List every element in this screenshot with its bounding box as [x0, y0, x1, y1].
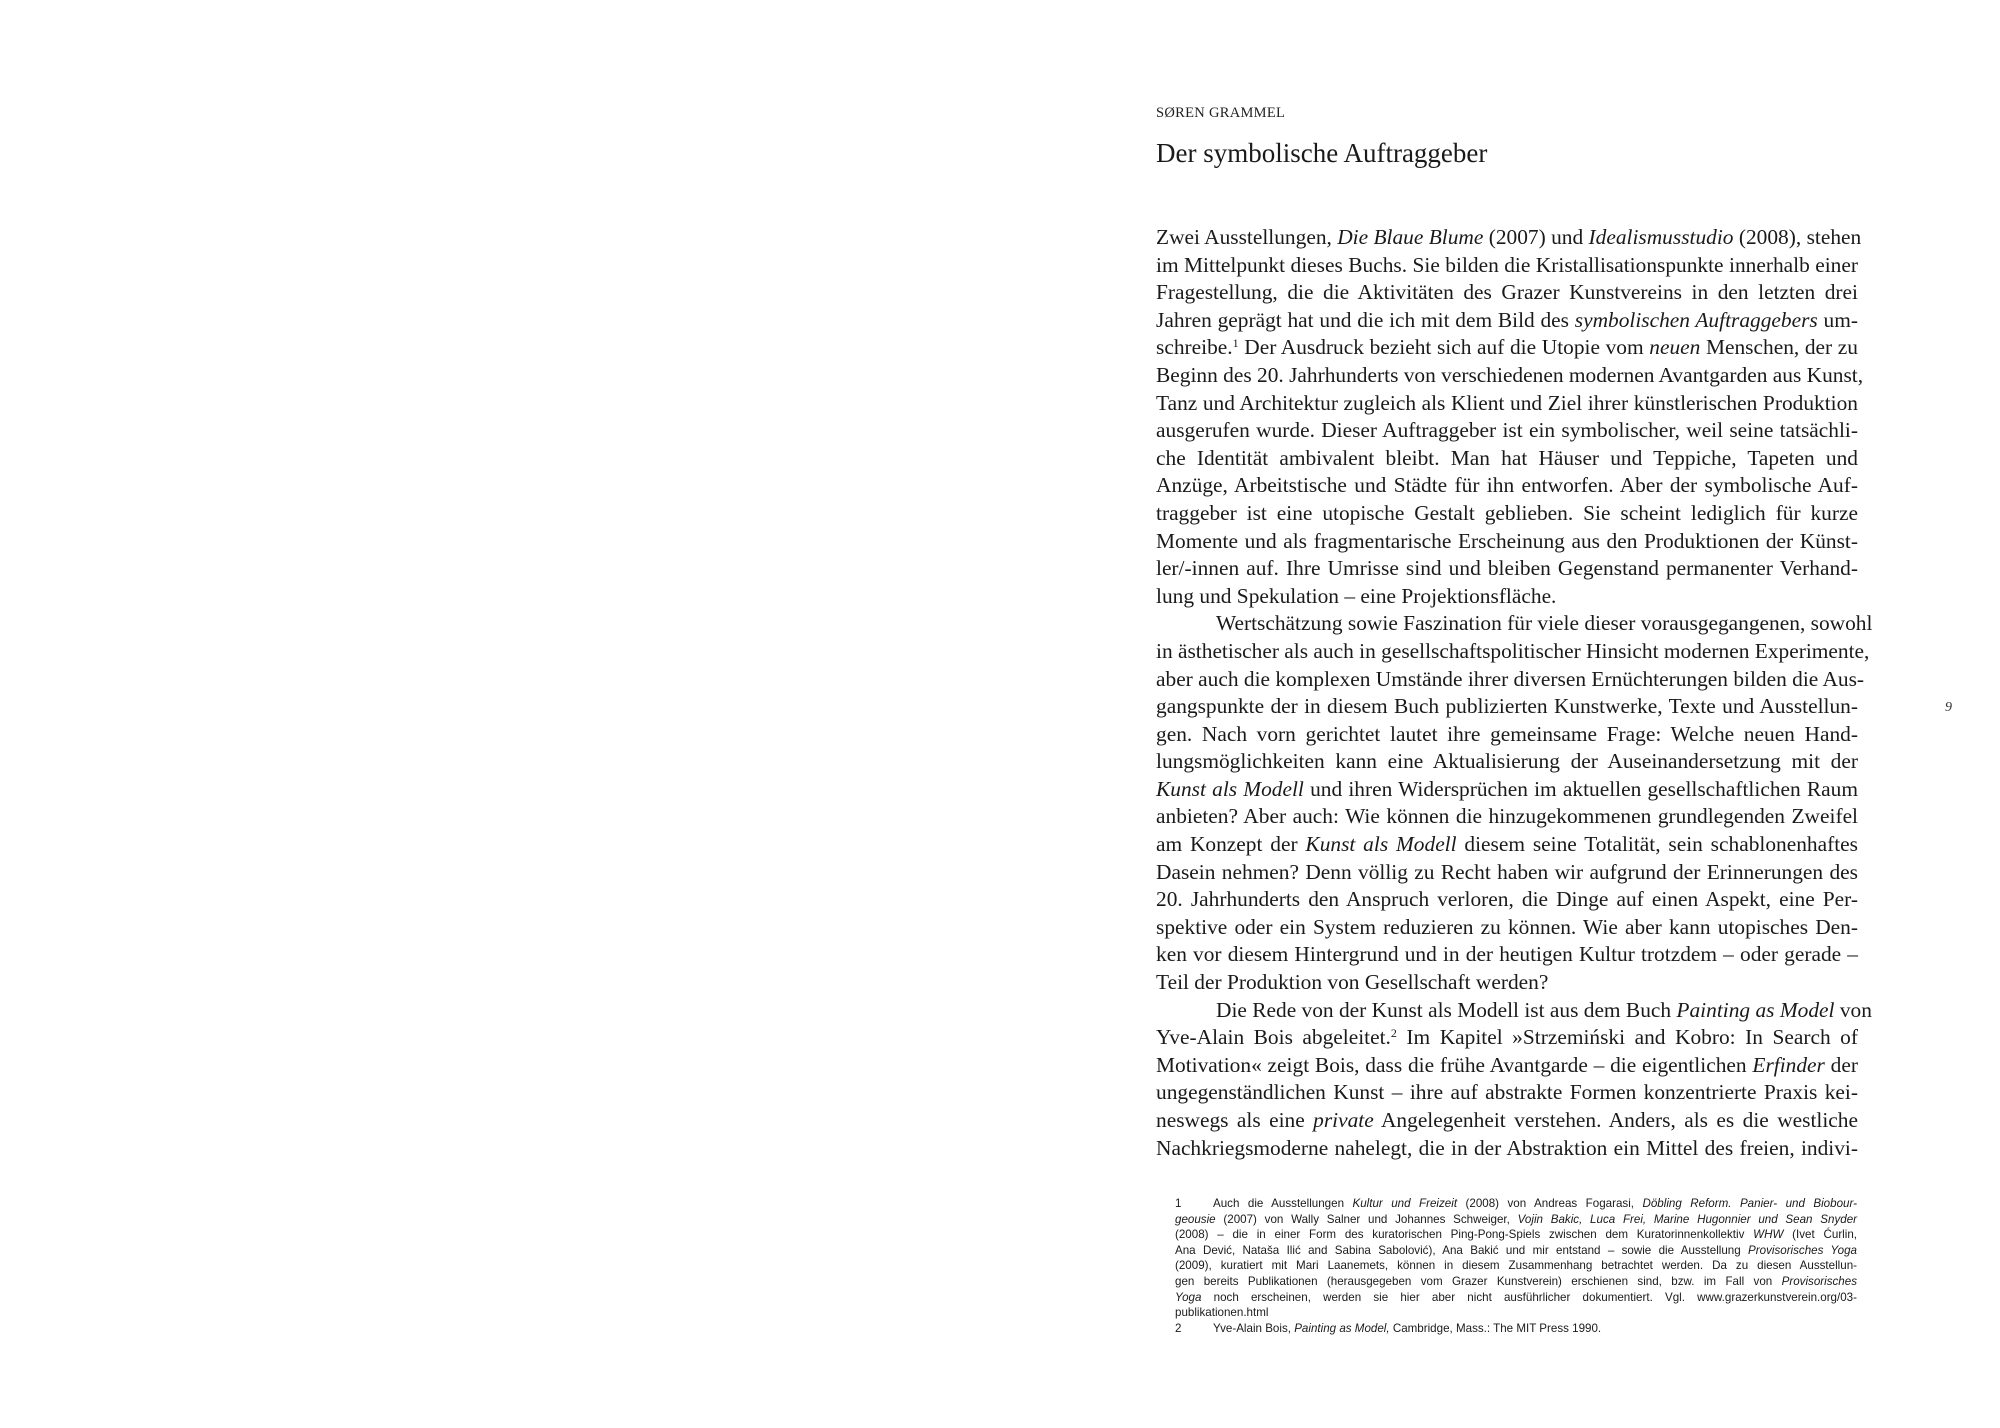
text-run: Menschen, der zu: [1700, 335, 1858, 360]
body-line: [1156, 831, 1858, 859]
italic-text: Idealismusstudio: [1588, 225, 1734, 249]
text-run: lungsmöglichkeiten kann eine Aktualisierung der Auseinandersetzung mit der: [1156, 749, 1858, 774]
body-line: [1156, 666, 1865, 694]
text-run: Anzüge, Arbeitstische und Städte für ihn entworfen. Aber der symbolische Auf-: [1156, 473, 1858, 498]
italic-text: Döbling Reform. Panier- und Biobour-: [1642, 1197, 1857, 1210]
footnote-line: [1175, 1243, 1857, 1259]
text-run: noch erscheinen, werden sie hier aber nicht ausführlicher dokumentiert. Vgl. www.grazerkunstverein.org/03-: [1201, 1290, 1857, 1304]
footnote-reference[interactable]: 2: [1390, 1026, 1397, 1041]
body-line: [1156, 748, 1858, 776]
italic-text: geousie: [1175, 1212, 1216, 1226]
text-run: Der Ausdruck bezieht sich auf die Utopie vom: [1238, 335, 1650, 360]
text-run: spektive oder ein System reduzieren zu können. Wie aber kann utopisches Den-: [1156, 914, 1858, 939]
body-line: [1156, 1107, 1858, 1135]
text-run: am Konzept der: [1156, 832, 1306, 857]
italic-text: symbolischen Auftraggebers: [1574, 307, 1818, 332]
text-run: schreibe.: [1156, 335, 1233, 360]
footnote-line: [1175, 1274, 1857, 1290]
body-line: [1156, 472, 1858, 500]
text-run: gen. Nach vorn gerichtet lautet ihre gemeinsame Frage: Welche neuen Hand-: [1156, 721, 1858, 746]
body-line: [1156, 390, 1858, 418]
body-line: [1156, 1024, 1858, 1052]
text-run: Beginn des 20. Jahrhunderts von verschiedenen modernen Avantgarden aus Kunst,: [1156, 362, 1864, 387]
body-line: [1156, 1052, 1858, 1080]
text-run: Motivation« zeigt Bois, dass die frühe Avantgarde – die eigentlichen: [1156, 1052, 1753, 1077]
text-run: Yve-Alain Bois abgeleitet.: [1156, 1025, 1391, 1050]
footnote-reference[interactable]: 1: [1232, 336, 1239, 351]
text-run: (2008) – die in einer Form des kuratorischen Ping-Pong-Spiels zwischen dem Kuratorinnenkollektiv: [1175, 1228, 1754, 1242]
text-run: ken vor diesem Hintergrund und in der heutigen Kultur trotzdem – oder gerade –: [1156, 942, 1858, 967]
italic-text: Kultur und Freizeit: [1352, 1197, 1458, 1210]
body-line: [1156, 279, 1858, 307]
text-run: Zwei Ausstellungen,: [1156, 225, 1338, 249]
footnote-line: [1175, 1321, 1857, 1337]
text-run: Teil der Produktion von Gesellschaft werden?: [1156, 970, 1549, 995]
text-run: Wertschätzung sowie Faszination für viele dieser vorausgegangenen, sowohl: [1216, 611, 1873, 636]
body-line: [1156, 997, 1872, 1025]
text-run: (2007) und: [1483, 225, 1589, 249]
italic-text: Kunst als Modell: [1156, 776, 1304, 801]
text-run: (Ivet Ćurlin,: [1783, 1228, 1857, 1242]
italic-text: Painting as Model,: [1294, 1321, 1390, 1335]
text-run: Im Kapitel »Strzemiński and Kobro: In Search of: [1396, 1025, 1858, 1050]
text-run: (2009), kuratiert mit Mari Laanemets, können in diesem Zusammenhang betrachtet werden. Da zu diesen Ausstellun-: [1175, 1259, 1857, 1273]
text-run: neswegs als eine: [1156, 1108, 1314, 1132]
italic-text: Die Blaue Blume: [1337, 225, 1484, 249]
text-run: (2008), stehen: [1733, 225, 1862, 249]
body-line: [1156, 693, 1858, 721]
footnote-line: [1175, 1196, 1857, 1212]
body-line: [1156, 859, 1858, 887]
body-line: [1156, 610, 1873, 638]
text-run: in ästhetischer als auch in gesellschaftspolitischer Hinsicht modernen Experimente,: [1156, 638, 1870, 663]
footnote-line: [1175, 1258, 1857, 1274]
body-line: [1156, 362, 1864, 390]
text-run: ausgerufen wurde. Dieser Auftraggeber ist ein symbolischer, weil seine tatsächli-: [1156, 418, 1858, 443]
italic-text: Yoga: [1175, 1290, 1202, 1304]
body-line: [1156, 776, 1858, 804]
body-line: [1156, 417, 1858, 445]
body-line: [1156, 307, 1858, 335]
italic-text: neuen: [1649, 335, 1701, 360]
text-run: Angelegenheit verstehen. Anders, als es die westliche: [1373, 1108, 1858, 1132]
body-line: [1156, 445, 1858, 473]
text-run: Auch die Ausstellungen: [1213, 1197, 1353, 1210]
text-run: 20. Jahrhunderts den Anspruch verloren, die Dinge auf einen Aspekt, eine Per-: [1156, 887, 1858, 912]
chapter-title: Der symbolische Auftraggeber: [1156, 138, 1488, 168]
text-run: Momente und als fragmentarische Erscheinung aus den Produktionen der Künst-: [1156, 528, 1858, 553]
text-run: Cambridge, Mass.: The MIT Press 1990.: [1389, 1321, 1602, 1335]
body-line: [1156, 1079, 1858, 1107]
text-run: der: [1824, 1052, 1858, 1077]
body-line: [1156, 555, 1858, 583]
body-line: [1156, 969, 1858, 997]
text-run: Die Rede von der Kunst als Modell ist aus dem Buch: [1216, 997, 1677, 1022]
footnotes: [1175, 1196, 1857, 1336]
text-run: che Identität ambivalent bleibt. Man hat Häuser und Teppiche, Tapeten und: [1156, 445, 1858, 470]
body-line: [1156, 528, 1858, 556]
italic-text: Provisorisches: [1781, 1274, 1857, 1288]
footnote-number: 2: [1175, 1321, 1182, 1335]
text-run: traggeber ist eine utopische Gestalt geblieben. Sie scheint lediglich für kurze: [1156, 500, 1858, 525]
text-run: (2008) von Andreas Fogarasi,: [1457, 1197, 1643, 1210]
footnote-line: [1175, 1305, 1857, 1321]
body-line: [1156, 803, 1858, 831]
page-number: 9: [1945, 700, 1952, 715]
text-run: Fragestellung, die die Aktivitäten des Grazer Kunstvereins in den letzten drei: [1156, 280, 1858, 305]
italic-text: Erfinder: [1752, 1052, 1825, 1077]
italic-text: WHW: [1753, 1228, 1784, 1242]
text-run: gen bereits Publikationen (herausgegeben vom Grazer Kunstverein) erschienen sind, bzw. im Fall von: [1175, 1274, 1782, 1288]
text-run: Ana Dević, Nataša Ilić and Sabina Sabolović), Ana Bakić und mir entstand – sowie die Ausstellung: [1175, 1243, 1749, 1257]
body-line: [1156, 721, 1858, 749]
text-run: und ihren Widersprüchen im aktuellen gesellschaftlichen Raum: [1303, 776, 1858, 801]
body-line: [1156, 1135, 1858, 1163]
body-line: [1156, 886, 1858, 914]
body-text: [1156, 224, 1873, 1162]
text-run: lung und Spekulation – eine Projektionsfläche.: [1156, 583, 1557, 608]
body-line: [1156, 334, 1858, 362]
text-run: Dasein nehmen? Denn völlig zu Recht haben wir aufgrund der Erinnerungen des: [1156, 859, 1858, 884]
italic-text: Painting as Model: [1676, 997, 1835, 1022]
text-run: im Mittelpunkt dieses Buchs. Sie bilden die Kristallisationspunkte innerhalb einer: [1156, 252, 1858, 277]
italic-text: Kunst als Modell: [1305, 832, 1457, 857]
text-run: ungegenständlichen Kunst – ihre auf abstrakte Formen konzentrierte Praxis kei-: [1156, 1080, 1858, 1105]
body-line: [1156, 638, 1870, 666]
footnote-line: [1175, 1227, 1857, 1243]
text-run: Tanz und Architektur zugleich als Klient und Ziel ihrer künstlerischen Produktion: [1156, 390, 1858, 415]
text-run: (2007) von Wally Salner und Johannes Schweiger,: [1215, 1212, 1518, 1226]
footnote-line: [1175, 1290, 1857, 1306]
footnote-line: [1175, 1212, 1857, 1228]
text-run: Nachkriegsmoderne nahelegt, die in der Abstraktion ein Mittel des freien, indivi-: [1156, 1135, 1858, 1160]
text-run: um-: [1817, 307, 1858, 332]
text-run: diesem seine Totalität, sein schablonenhaftes: [1456, 832, 1858, 857]
text-run: aber auch die komplexen Umstände ihrer diversen Ernüchterungen bilden die Aus-: [1156, 666, 1865, 691]
italic-text: private: [1313, 1108, 1374, 1132]
body-line: [1156, 914, 1858, 942]
body-line: [1156, 583, 1858, 611]
italic-text: Vojin Bakic, Luca Frei, Marine Hugonnier und Sean Snyder: [1517, 1212, 1857, 1226]
body-line: [1156, 252, 1858, 280]
body-line: [1156, 224, 1862, 252]
text-run: anbieten? Aber auch: Wie können die hinzugekommenen grundlegenden Zweifel: [1156, 804, 1858, 829]
body-line: [1156, 941, 1858, 969]
text-run: Jahren geprägt hat und die ich mit dem Bild des: [1156, 307, 1575, 332]
footnote-number: 1: [1175, 1197, 1182, 1210]
body-line: [1156, 500, 1858, 528]
text-run: ler/-innen auf. Ihre Umrisse sind und bleiben Gegenstand permanenter Verhand-: [1156, 556, 1858, 581]
text-run: gangspunkte der in diesem Buch publizierten Kunstwerke, Texte und Ausstellun-: [1156, 694, 1858, 719]
text-run: von: [1834, 997, 1872, 1022]
text-run: Yve-Alain Bois,: [1213, 1321, 1295, 1335]
italic-text: Provisorisches Yoga: [1748, 1243, 1857, 1257]
text-run: publikationen.html: [1175, 1306, 1269, 1320]
author-name: SØREN GRAMMEL: [1156, 105, 1286, 121]
